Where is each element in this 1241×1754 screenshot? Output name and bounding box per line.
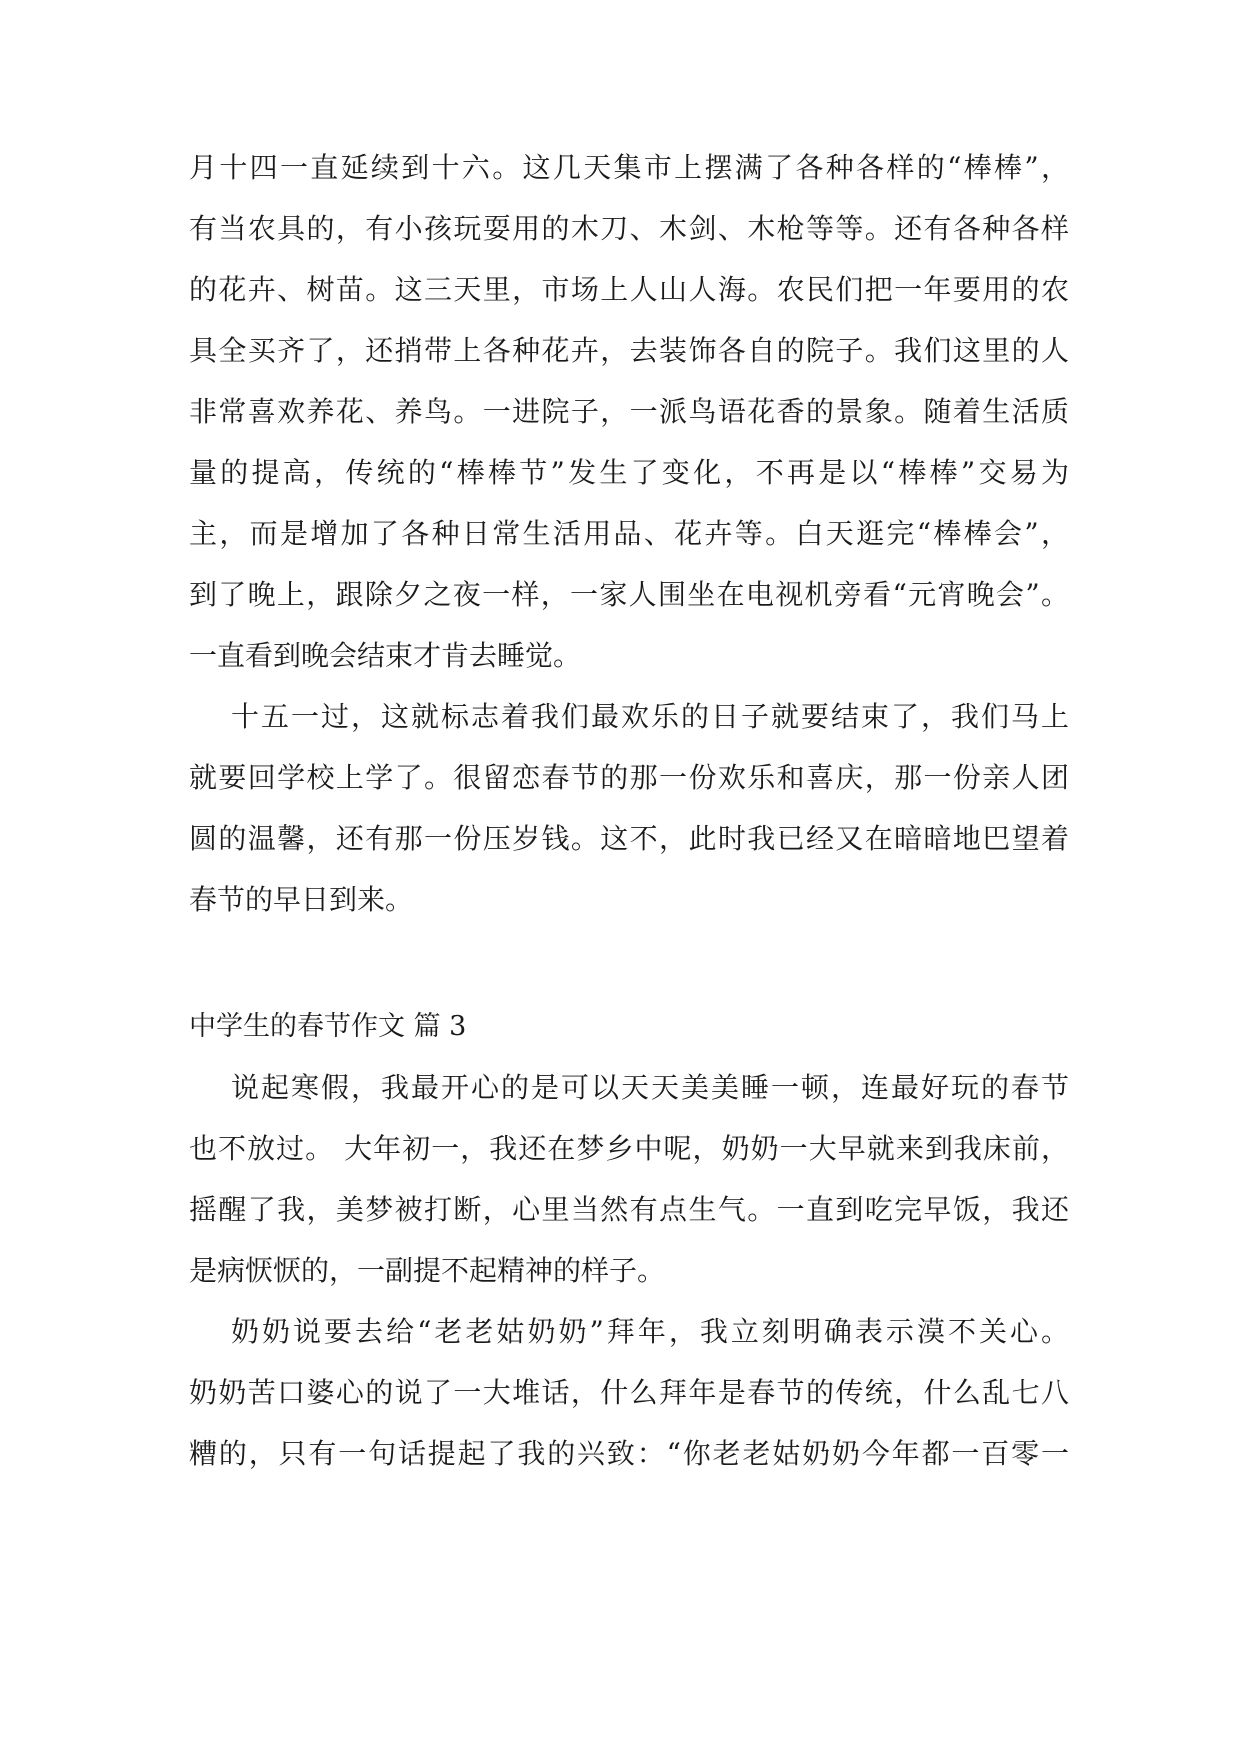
text-line: 具全买齐了，还捎带上各种花卉，去装饰各自的院子。我们这里的人: [189, 334, 1069, 367]
text-line: 是病恹恹的，一副提不起精神的样子。: [189, 1254, 666, 1287]
section-heading: 中学生的春节作文 篇 3: [189, 1011, 467, 1042]
text-line: 也不放过。 大年初一，我还在梦乡中呢，奶奶一大早就来到我床前，: [189, 1132, 1069, 1165]
text-line: 非常喜欢养花、养鸟。一进院子，一派鸟语花香的景象。随着生活质: [189, 395, 1069, 428]
text-line: 圆的温馨，还有那一份压岁钱。这不，此时我已经又在暗暗地巴望着: [189, 822, 1069, 855]
text-line: 奶奶说要去给“老老姑奶奶”拜年，我立刻明确表示漠不关心。: [231, 1315, 1069, 1348]
text-line: 有当农具的，有小孩玩耍用的木刀、木剑、木枪等等。还有各种各样: [189, 212, 1069, 245]
text-line: 十五一过，这就标志着我们最欢乐的日子就要结束了，我们马上: [231, 700, 1069, 733]
text-line: 到了晚上，跟除夕之夜一样，一家人围坐在电视机旁看“元宵晚会”。: [189, 578, 1069, 611]
text-line: 月十四一直延续到十六。这几天集市上摆满了各种各样的“棒棒”，: [189, 151, 1069, 184]
text-line: 说起寒假，我最开心的是可以天天美美睡一顿，连最好玩的春节: [231, 1071, 1069, 1104]
text-line: 一直看到晚会结束才肯去睡觉。: [189, 639, 582, 672]
text-line: 就要回学校上学了。很留恋春节的那一份欢乐和喜庆，那一份亲人团: [189, 761, 1069, 794]
text-line: 量的提高，传统的“棒棒节”发生了变化，不再是以“棒棒”交易为: [189, 456, 1069, 489]
text-line: 糟的，只有一句话提起了我的兴致：“你老老姑奶奶今年都一百零一: [189, 1437, 1069, 1470]
text-line: 奶奶苦口婆心的说了一大堆话，什么拜年是春节的传统，什么乱七八: [189, 1376, 1069, 1409]
text-line: 摇醒了我，美梦被打断，心里当然有点生气。一直到吃完早饭，我还: [189, 1193, 1069, 1226]
text-line: 的花卉、树苗。这三天里，市场上人山人海。农民们把一年要用的农: [189, 273, 1069, 306]
text-line: 主，而是增加了各种日常生活用品、花卉等。白天逛完“棒棒会”，: [189, 517, 1069, 550]
text-line: 春节的早日到来。: [189, 883, 414, 916]
